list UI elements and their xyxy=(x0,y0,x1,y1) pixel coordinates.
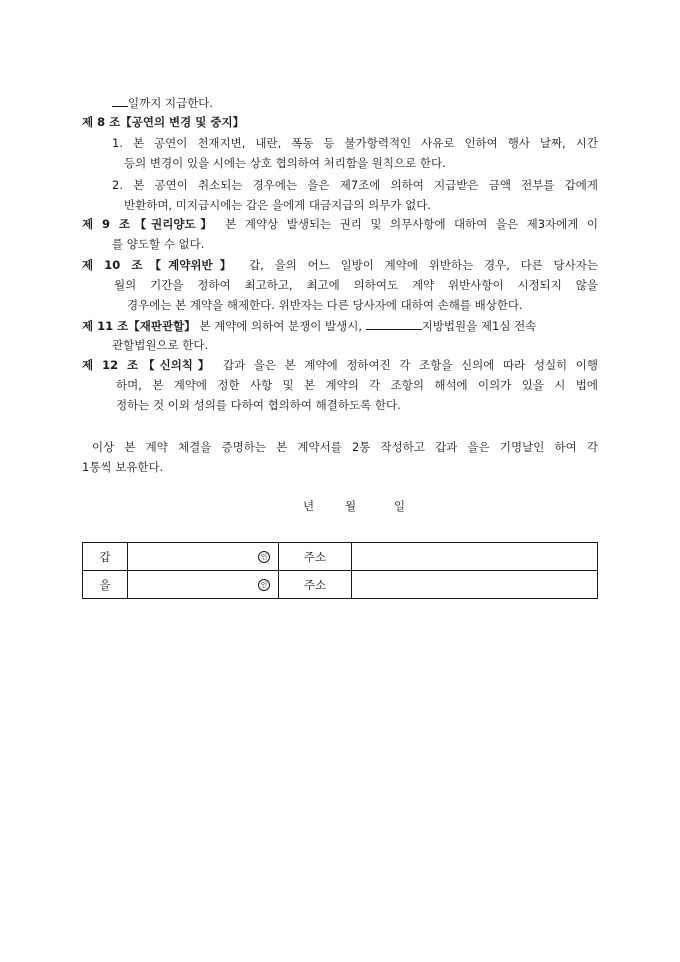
payment-line xyxy=(112,94,213,110)
article-8-item-1-line-2: 등의 변경이 있을 시에는 상호 협의하여 처리함을 원칙으로 한다. xyxy=(124,156,446,170)
article-11-line-2: 관할법원으로 한다. xyxy=(112,338,209,352)
party-label: 갑 xyxy=(83,543,128,571)
closing-line-2: 1통씩 보유한다. xyxy=(82,460,164,474)
seal-icon: 인 xyxy=(258,551,270,563)
article-12-text: 갑과 을은 본 계약에 정하여진 각 조항을 신의에 따라 성실히 이행 xyxy=(222,358,598,372)
party-label: 을 xyxy=(83,571,128,599)
article-9-line-2: 를 양도할 수 없다. xyxy=(112,237,205,251)
article-12-line-3: 정하는 것 이외 성의를 다하여 협의하여 해결하도록 한다. xyxy=(116,398,401,412)
article-12-line-1 xyxy=(82,357,598,373)
article-11-text-a: 본 계약에 의하여 분쟁이 발생시, xyxy=(199,319,363,333)
date-day: 일 xyxy=(394,499,406,513)
address-field[interactable] xyxy=(352,543,598,571)
article-10-heading: 제 10 조【계약위반】 xyxy=(82,258,239,272)
article-8-item-2-line-1: 2. 본 공연이 취소되는 경우에는 을은 제7조에 의하여 지급받은 금액 전부를 갑에게 xyxy=(112,178,598,192)
closing-line-1: 이상 본 계약 체결을 증명하는 본 계약서를 2통 작성하고 갑과 을은 기명날인 하여 각 xyxy=(92,440,598,454)
party-name-field[interactable] xyxy=(128,571,279,599)
article-10-line-1 xyxy=(82,257,598,273)
article-9-line-1 xyxy=(82,216,598,232)
article-8-item-1-line-1: 1. 본 공연이 천재지변, 내란, 폭동 등 불가항력적인 사유로 인하여 행사 날짜, 시간 xyxy=(112,136,598,150)
article-11-text-b: 지방법원을 제1심 전속 xyxy=(421,319,537,333)
article-8-heading: 제 8 조【공연의 변경 및 중지】 xyxy=(82,115,245,129)
article-10-line-2: 월의 기간을 정하여 최고하고, 최고에 의하여도 계약 위반사항이 시정되지 않을 xyxy=(114,278,598,292)
article-8-item-2-line-2: 반환하며, 미지급시에는 갑은 을에게 대금지급의 의무가 없다. xyxy=(124,198,431,212)
signature-row-eul xyxy=(83,571,598,599)
date-month: 월 xyxy=(345,499,357,513)
signature-row-gap xyxy=(83,543,598,571)
article-9-text: 본 계약상 발생되는 권리 및 의무사항에 대하여 을은 제3자에게 이 xyxy=(225,217,598,231)
address-label: 주소 xyxy=(279,571,352,599)
article-10-text: 갑, 을의 어느 일방이 계약에 위반하는 경우, 다른 당사자는 xyxy=(249,258,598,272)
article-11-line-1 xyxy=(82,317,536,333)
article-9-heading: 제 9 조【권리양도】 xyxy=(82,217,217,231)
article-10-line-3: 경우에는 본 계약을 해제한다. 위반자는 다른 당사자에 대하여 손해를 배상한다. xyxy=(127,298,523,312)
signature-table xyxy=(82,542,598,599)
article-11-heading: 제 11 조【재판관할】 xyxy=(82,319,196,333)
address-label: 주소 xyxy=(279,543,352,571)
party-name-field[interactable] xyxy=(128,543,279,571)
blank-court xyxy=(366,317,422,330)
payment-text: 일까지 지급한다. xyxy=(128,96,214,110)
article-12-line-2: 하며, 본 계약에 정한 사항 및 본 계약의 각 조항의 해석에 이의가 있을 시 법에 xyxy=(116,378,598,392)
date-year: 년 xyxy=(303,499,315,513)
seal-icon: 인 xyxy=(258,579,270,591)
address-field[interactable] xyxy=(352,571,598,599)
blank-day xyxy=(112,94,128,107)
article-12-heading: 제 12 조【신의칙】 xyxy=(82,358,215,372)
